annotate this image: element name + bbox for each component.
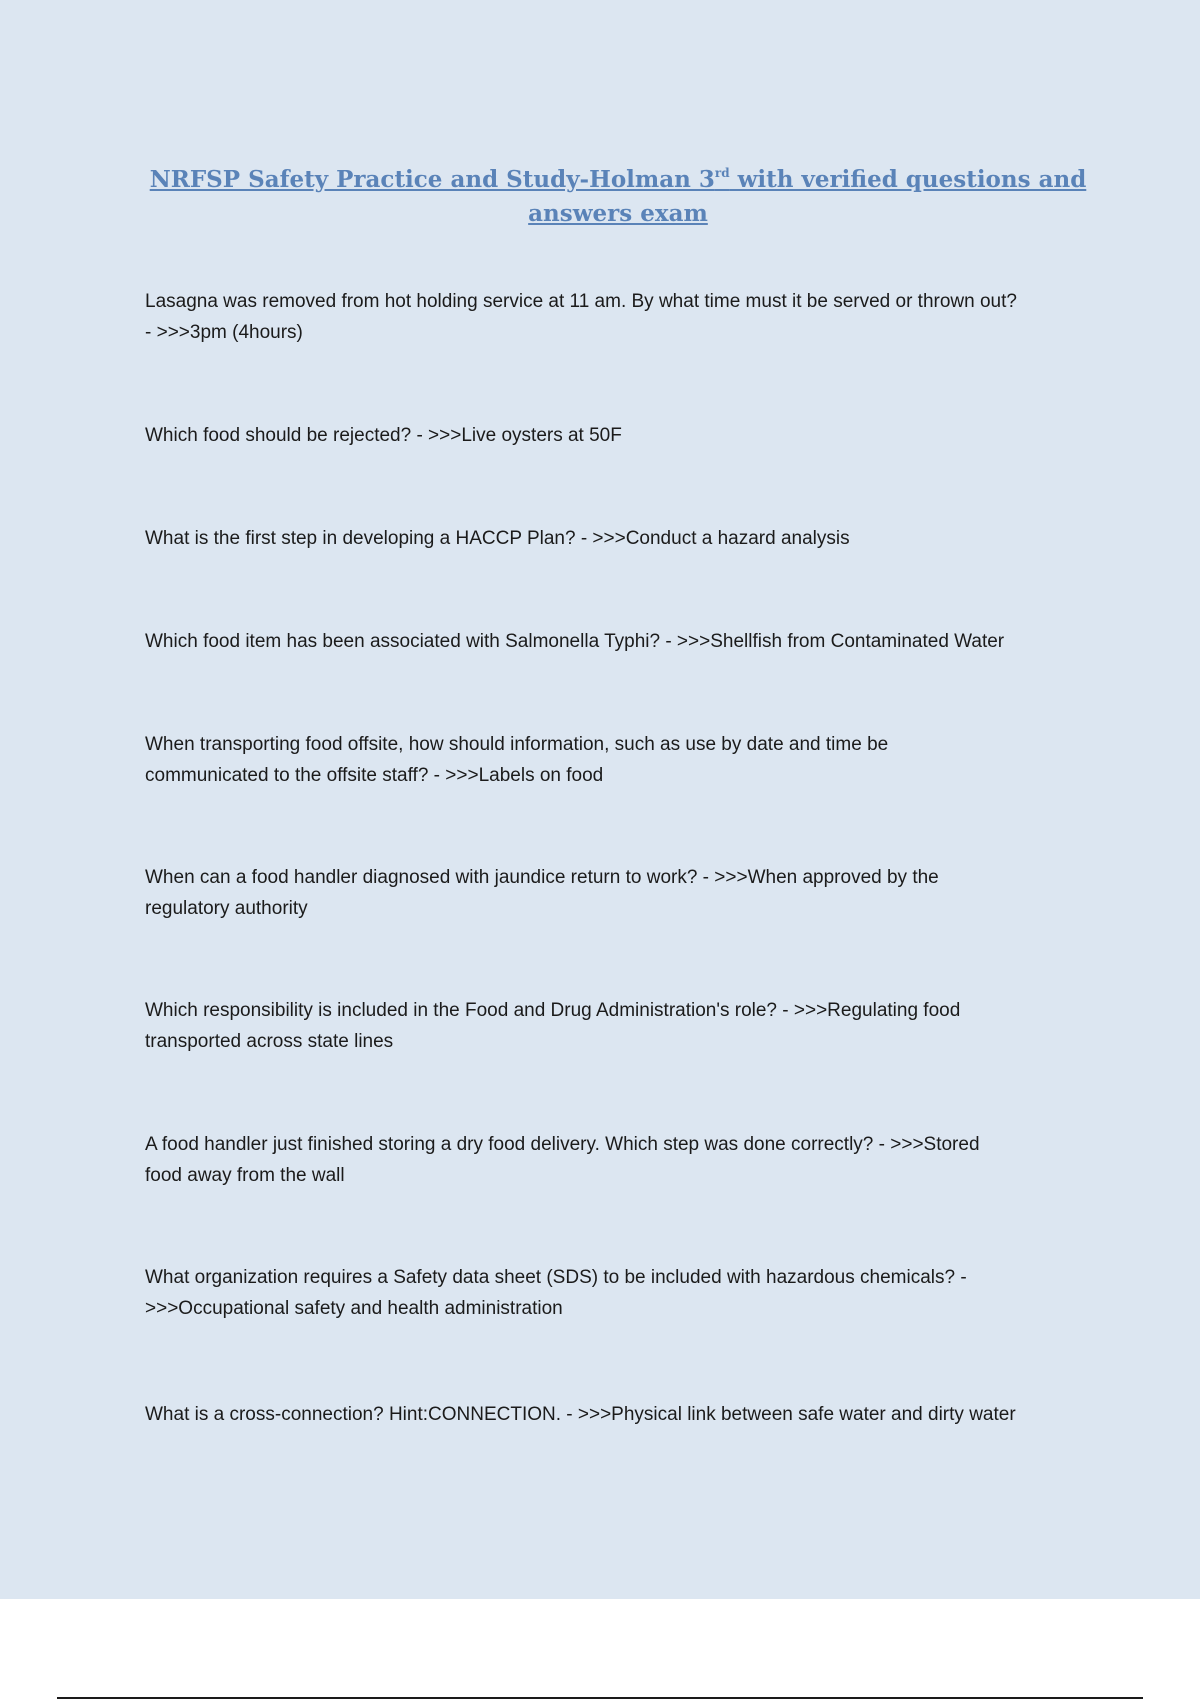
qa-item: Lasagna was removed from hot holding service at 11 am. By what time must it be served or thrown out? - >>>3pm (4hours)	[145, 291, 1017, 343]
title-line2: answers exam	[528, 200, 708, 227]
qa-item: When can a food handler diagnosed with jaundice return to work? - >>>When approved by the regulatory authority	[145, 867, 939, 919]
qa-item: What is the first step in developing a HACCP Plan? - >>>Conduct a hazard analysis	[145, 528, 850, 549]
qa-item: What is a cross-connection? Hint:CONNECTION. - >>>Physical link between safe water and dirty water	[145, 1404, 1016, 1425]
qa-item: Which food should be rejected? - >>>Live oysters at 50F	[145, 425, 622, 446]
title-part1: NRFSP Safety Practice and Study-Holman 3	[149, 166, 715, 193]
qa-item: A food handler just finished storing a dry food delivery. Which step was done correctly? - >>>Stored food away from the wall	[145, 1134, 980, 1186]
qa-item: Which food item has been associated with Salmonella Typhi? - >>>Shellfish from Contaminated Water	[145, 631, 1005, 652]
qa-item: What organization requires a Safety data sheet (SDS) to be included with hazardous chemicals? - >>>Occupational safety and health administration	[145, 1267, 967, 1319]
footer-divider	[57, 1697, 1143, 1699]
qa-item: Which responsibility is included in the Food and Drug Administration's role? - >>>Regulating food transported across state lines	[145, 1000, 961, 1052]
qa-item: When transporting food offsite, how should information, such as use by date and time be communicated to the offsite staff? - >>>Labels on food	[145, 734, 889, 786]
title-superscript: rd	[714, 166, 730, 181]
document-title	[140, 163, 1096, 231]
title-part2: with verified questions and	[729, 166, 1087, 193]
